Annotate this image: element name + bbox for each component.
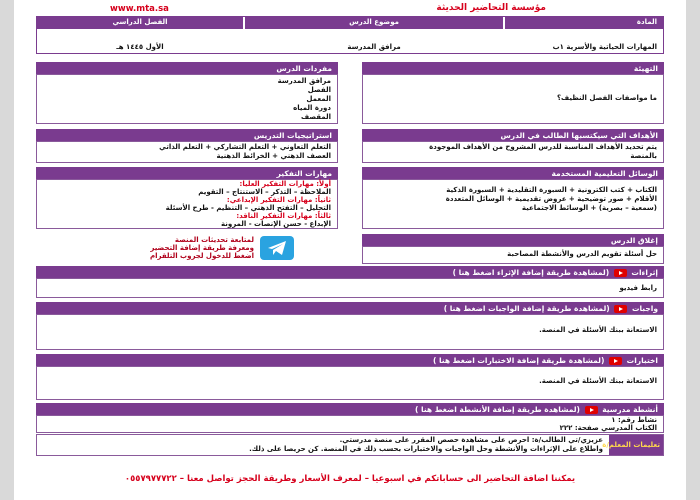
activities-line-2: الكتاب المدرسي صفحة: ٢٢٢ [559,424,657,432]
objectives-line-1: يتم تحديد الأهداف المناسبة للدرس المشروح من الأهداف الموجودة [429,143,657,151]
youtube-icon[interactable] [609,357,622,365]
tests-header [36,354,664,366]
tests-text: الاستعانة ببنك الأسئلة في المنصة. [539,377,657,385]
homework-header [36,302,664,314]
strategies-title: استراتيجيات التدريس [36,129,338,141]
telegram-icon [260,236,294,260]
topic-label: موضوع الدرس [245,17,503,29]
footer-text: يمكننا اضافة التحاضير الى حساباتكم في اسبوعيا – لمعرف الأسعار وطريقة الحجز تواصل معنا – [179,474,576,484]
aids-box [362,179,664,229]
homework-title: واجبات [631,304,658,313]
telegram-promo[interactable] [122,236,254,260]
thinking-critical-skills: الإبداع - حسن الإنصات - المرونة [220,220,331,228]
objectives-box [362,141,664,163]
vocab-title: مفردات الدرس [36,62,338,74]
vocab-item: الفصل [307,86,331,94]
enrichment-title: إثراءات [631,268,658,277]
closure-text: حل أسئلة تقويم الدرس والأنشطة المصاحبة [507,250,657,258]
activities-box [36,415,664,433]
instructions-line-2: واطلاع على الإثراءات والأنشطة وحل الواجبات والاختبارات بحسب ذلك في المنصة. كن حريصا على ذلك. [249,445,603,453]
lesson-plan-page [14,0,686,500]
thinking-higher-skills: الملاحظة – التذكر – الاستنتاج – التقويم [198,188,331,196]
term-value: الأول ١٤٤٥ هـ [116,43,164,51]
telegram-line-2: ومعرفة طريقة إضافة التحضير [150,244,254,252]
footer [36,474,664,484]
enrichment-text: رابط فيديو [619,284,657,292]
org-title: مؤسسة التحاضير الحديثة [436,3,546,13]
activities-header [36,403,664,415]
objectives-line-2: بالمنصة [630,152,657,160]
vocab-item: المقصف [301,113,331,121]
objectives-title: الأهداف التي سيكتسبها الطالب في الدرس [362,129,664,141]
subject-label: المادة [505,17,663,29]
thinking-creative-skills: التحليل – التفتح الذهني – التنظيم - طرح الأسئلة [165,204,331,212]
telegram-line-1: لمتابعة تحديثات المنصة [174,236,254,244]
term-label: الفصل الدراسي [37,17,243,29]
website-link[interactable]: www.mta.sa [110,4,169,14]
activities-title: أنشطة مدرسية [602,405,658,414]
aids-line-2: الأقلام + صور توضيحية + عروض تقديمية + الوسائل المتعددة [445,195,657,203]
homework-text: الاستعانة ببنك الأسئلة في المنصة. [539,326,657,334]
topic-value: مرافق المدرسة [347,43,401,51]
subject-value: المهارات الحياتية والأسرية ١ب [552,43,657,51]
youtube-icon[interactable] [614,305,627,313]
strategies-line-1: التعلم التعاوني + التعلم التشاركي + التعلم الذاتي [159,143,331,151]
thinking-creative-heading: ثانياً: مهارات التفكير الإبداعي: [226,196,331,204]
tests-box [36,366,664,400]
closure-box [362,246,664,264]
youtube-icon[interactable] [614,269,627,277]
activities-link[interactable]: (لمشاهدة طريقة إضافة الأنشطة اضغط هنا ) [415,405,580,414]
vocab-item: مرافق المدرسة [277,77,331,85]
warmup-box [362,74,664,124]
instructions-text [43,436,603,454]
tests-link[interactable]: (لمشاهدة طريقة إضافة الاختبارات اضغط هنا ) [432,356,605,365]
aids-line-3: (سمعية – بصرية) + الوسائط الاجتماعية [521,204,657,212]
activities-line-1: نشاط رقم: ١ [611,416,657,424]
strategies-box [36,141,338,163]
instructions-line-1: عزيزي/تي الطالب/ة: احرص على مشاهدة حصص المقرر على منصة مدرستي. [339,436,603,444]
youtube-icon[interactable] [585,406,598,414]
enrichment-link[interactable]: (لمشاهدة طريقة إضافة الإثراء اضغط هنا ) [452,268,610,277]
instructions-label: تعليمات المعلم/ة [609,435,663,455]
thinking-critical-heading: ثالثاً: مهارات التفكير الناقد: [236,212,331,220]
strategies-line-2: العصف الذهني + الخرائط الذهنية [216,152,331,160]
thinking-box [36,179,338,229]
vocab-item: المعمل [306,95,331,103]
vocab-item: دورة المياه [293,104,331,112]
warmup-title: التهيئة [362,62,664,74]
thinking-higher-heading: أولاً: مهارات التفكير العليا: [239,180,331,188]
footer-phone[interactable]: ٠٥٥٧٩٧٧٧٢٢ [124,474,177,484]
aids-title: الوسائل التعليمية المستخدمة [362,167,664,179]
telegram-button[interactable] [260,236,294,260]
enrichment-header [36,266,664,278]
vocab-box [36,74,338,124]
homework-box [36,314,664,350]
closure-title: إغلاق الدرس [362,234,664,246]
instructions-row [36,434,664,456]
tests-title: اختبارات [626,356,658,365]
info-table [36,16,664,54]
warmup-text: ما مواصفات الفصل النظيف؟ [556,94,657,102]
homework-link[interactable]: (لمشاهدة طريقة إضافة الواجبات اضغط هنا ) [443,304,610,313]
thinking-title: مهارات التفكير [36,167,338,179]
aids-line-1: الكتاب + كتب الكترونية + السبورة التقليدية + السبورة الذكية [446,186,657,194]
enrichment-box [36,278,664,298]
telegram-line-3: اضغط للدخول لجروب التلقرام [149,252,254,260]
